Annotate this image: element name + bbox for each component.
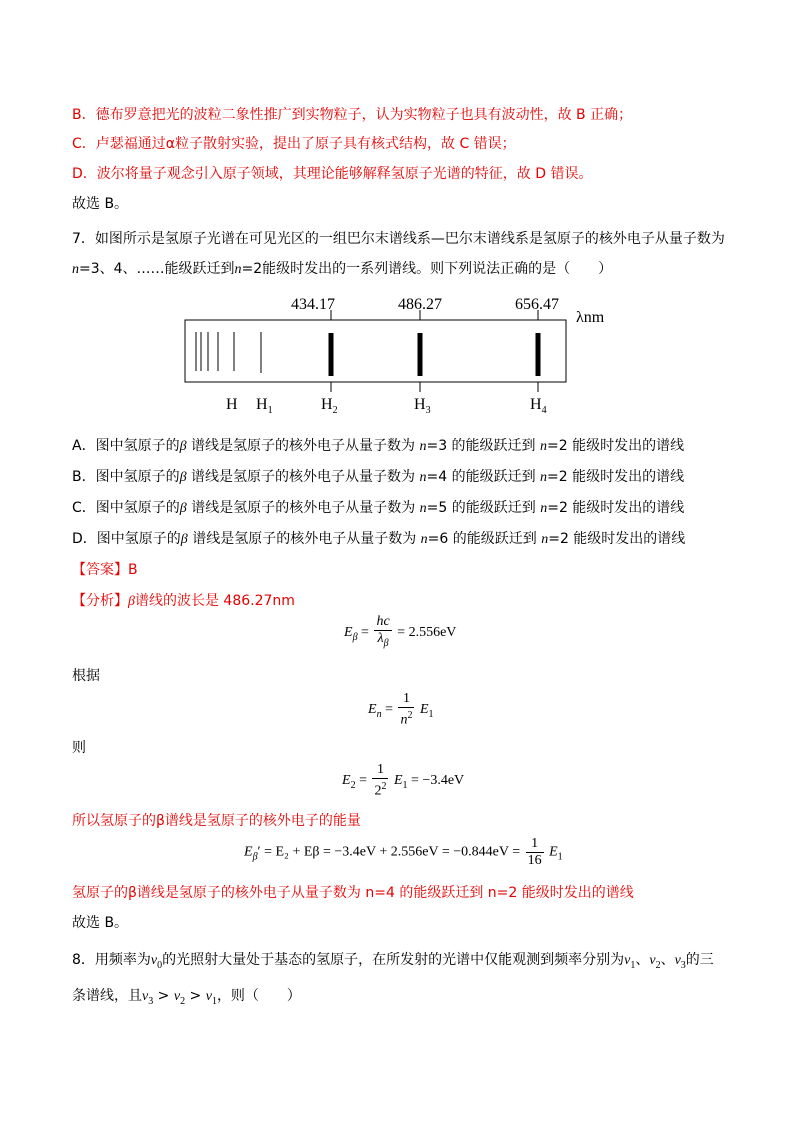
q7-stem-line1: 7．如图所示是氢原子光谱在可见光区的一组巴尔末谱线系—巴尔末谱线系是氢原子的核外电子从量子数为: [72, 231, 725, 247]
q7-option-a: A．图中氢原子的β 谱线是氢原子的核外电子从量子数为 n=3 的能级跃迁到 n=2 能级时发出的谱线: [72, 438, 685, 454]
q7-stem-n2: n: [234, 262, 242, 277]
prev-conclusion: 故选 B。: [72, 196, 129, 212]
text-ze: 则: [72, 740, 86, 756]
q7-stem-line2-b: =2能级时发出的一系列谱线。则下列说法正确的是（ ）: [241, 261, 613, 277]
label-h: H: [226, 396, 238, 413]
q7-choose: 故选 B。: [72, 915, 129, 931]
unit-label: λnm: [576, 309, 605, 326]
wavelength-label-486: 486.27: [398, 296, 442, 313]
wavelength-label-656: 656.47: [515, 296, 559, 313]
label-h4: $H_4$: [530, 396, 547, 416]
label-h3: $H_3$: [414, 396, 431, 416]
label-h2: $H_2$: [321, 396, 338, 416]
equation-e-beta-prime: $E_\beta' = E_2 + E\beta = -3.4eV + 2.556eV = -0.844eV$ = $\frac{1}{16}$ $E_1$: [244, 836, 563, 868]
spectrum-box: [185, 320, 566, 382]
wavelength-label-434: 434.17: [291, 296, 335, 313]
analysis-option-d: D．波尔将量子观念引入原子领域，其理论能够解释氢原子光谱的特征，故 D 错误。: [72, 166, 593, 182]
equation-e-2: $E_2$ = $\frac{1}{2^2}$ $E_1 = -3.4eV$: [342, 762, 465, 799]
q7-stem-line2-a: =3、4、……能级跃迁到: [79, 261, 235, 277]
equation-e-beta: $E_\beta$ = $\frac{hc}{\lambda_\beta}$ = 2.556eV: [344, 614, 457, 649]
analysis-option-b: B．德布罗意把光的波粒二象性推广到实物粒子，认为实物粒子也具有波动性，故 B 正确；: [72, 107, 633, 123]
q7-conclusion-2: 氢原子的β谱线是氢原子的核外电子从量子数为 n=4 的能级跃迁到 n=2 能级时发出的谱线: [72, 885, 634, 901]
q7-answer: 【答案】B: [72, 562, 138, 578]
q7-analysis-header: 【分析】β谱线的波长是 486.27nm: [72, 593, 295, 609]
equation-e-n: $E_n$ = $\frac{1}{n^2}$ $E_1$: [368, 691, 434, 728]
balmer-spectrum-figure: [180, 292, 620, 422]
q7-option-c: C．图中氢原子的β 谱线是氢原子的核外电子从量子数为 n=5 的能级跃迁到 n=2 能级时发出的谱线: [72, 500, 685, 516]
text-genju: 根据: [72, 668, 100, 684]
q7-conclusion-1: 所以氢原子的β谱线是氢原子的核外电子的能量: [72, 813, 361, 829]
q7-stem-n1: n: [72, 262, 79, 277]
analysis-option-c: C．卢瑟福通过α粒子散射实验，提出了原子具有核式结构，故 C 错误；: [72, 136, 516, 152]
q8-line2: 条谱线，且$\nu_3 > \nu_2 > \nu_1$，则（ ）: [72, 988, 301, 1007]
q7-option-b: B．图中氢原子的β 谱线是氢原子的核外电子从量子数为 n=4 的能级跃迁到 n=2 能级时发出的谱线: [72, 469, 685, 485]
q8-line1: 8．用频率为$\nu_0$的光照射大量处于基态的氢原子，在所发射的光谱中仅能观测到频率分别为$\nu_1$、$\nu_2$、$\nu_3$的三: [72, 952, 714, 971]
q7-stem-line2: [72, 259, 612, 280]
label-h1: $H_1$: [256, 396, 273, 416]
q7-option-d: D．图中氢原子的β 谱线是氢原子的核外电子从量子数为 n=6 的能级跃迁到 n=2 能级时发出的谱线: [72, 531, 686, 547]
